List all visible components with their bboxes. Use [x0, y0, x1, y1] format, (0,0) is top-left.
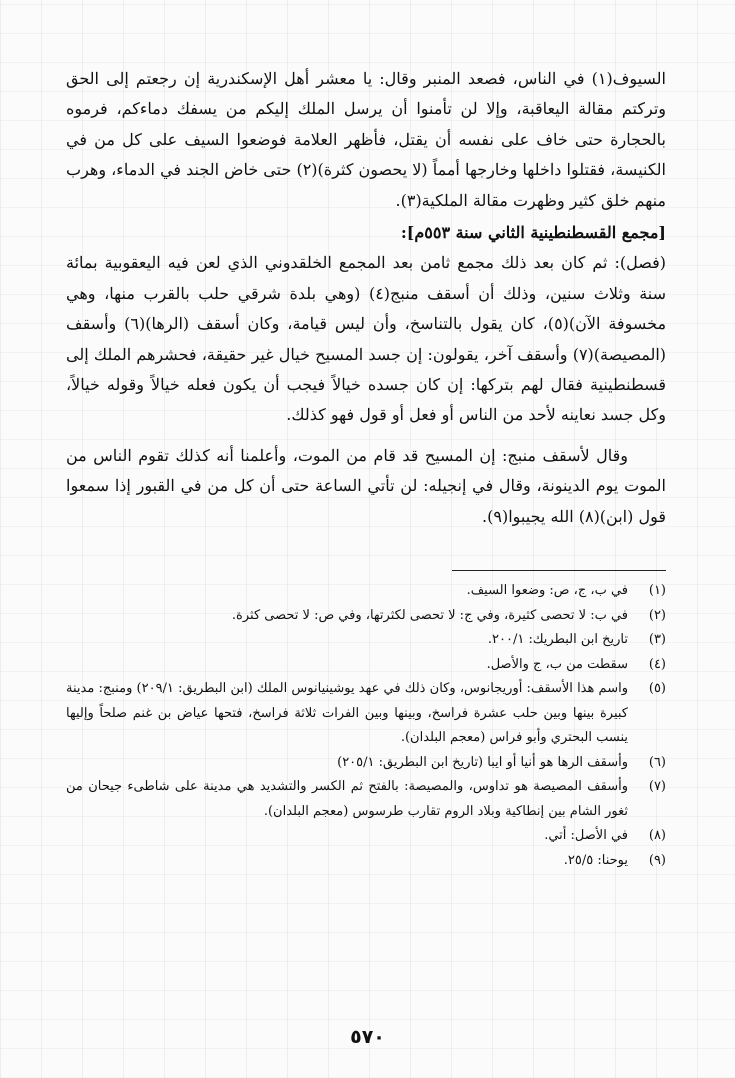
footnote: [66, 579, 666, 604]
footnote-number: (٤): [648, 656, 666, 672]
footnote: [66, 751, 666, 776]
footnote: [66, 653, 666, 678]
footnote-text: في ب، ج، ص: وضعوا السيف.: [466, 583, 628, 599]
footnote: [66, 677, 666, 751]
footnote-number: (١): [648, 583, 666, 599]
footnote: [66, 775, 666, 824]
footnote-text: في الأصل: أتي.: [544, 828, 628, 844]
footnote-text: سقطت من ب، ج والأصل.: [486, 656, 628, 672]
footnote-text: يوحنا: ٢٥/٥.: [563, 852, 628, 868]
footnote-number: (٢): [648, 607, 666, 623]
paragraph-3: وقال لأسقف منبج: إن المسيح قد قام من الموت، وأعلمنا أنه كذلك تقوم الناس من الموت يوم الدينونة، وقال في إنجيله: لن تأتي الساعة حتى أن كل من في القبور إذا سمعوا قول (ابن)(٨) الله يجيبوا(٩).: [66, 445, 666, 526]
footnote-text: وأسقف الرها هو أنيا أو ايبا (تاريخ ابن البطريق: ٢٠٥/١): [337, 754, 628, 770]
paragraph-1: السيوف(١) في الناس، فصعد المنبر وقال: يا معشر أهل الإسكندرية إن رجعتم إلى الحق وتركتم مقالة اليعاقبة، وإلا لن تأمنوا أن يرسل الملك إليكم من يسفك دماءكم، فرموه بالحجارة حتى خاف على نفسه أن يقتل، فأظهر العلامة فوضعوا السيف على كل من في الكنيسة، فقتلوا داخلها وخارجها أمماً (لا يحصون كثرة)(٢) حتى خاض الجند في الدماء، وهرب منهم خلق كثير وظهرت مقالة الملكية(٣).: [66, 69, 667, 210]
footnote: [66, 824, 666, 849]
footnote-separator: [452, 570, 666, 571]
main-text: [66, 64, 666, 532]
paragraph-2: (فصل): ثم كان بعد ذلك مجمع ثامن بعد المجمع الخلقدوني الذي لعن فيه اليعقوبية بمائة سنة وثلاث سنين، وذلك أن أسقف منبج(٤) (وهي بلدة شرقي حلب بالقرب منها، وهي مخسوفة الآن)(٥)، كان يقول بالتناسخ، وأن ليس قيامة، وكان أسقف (الرها)(٦) وأسقف (المصيصة)(٧) وأسقف آخر، يقولون: إن جسد المسيح خيال غير حقيقة، فحشرهم الملك إلى قسطنطينية فقال لهم بتركها: إن كان جسده خيالاً فيجب أن يكون فعله خيالاً وقوله خيالاً، وكل جسد نعاينه لأحد من الناس أو فعل أو قول فهو كذلك.: [66, 253, 667, 425]
footnote-number: (٣): [648, 632, 666, 648]
footnote-text: وأسقف المصيصة هو تداوس، والمصيصة: بالفتح ثم الكسر والتشديد هي مدينة على شاطىء جيحان من ثغور الشام بين إنطاكية وبلاد الروم تقارب طرسوس (معجم البلدان).: [66, 779, 628, 819]
footnote-number: (٦): [648, 754, 666, 770]
footnote: [66, 628, 666, 653]
footnote-number: (٨): [648, 828, 666, 844]
section-heading: [مجمع القسطنطينية الثاني سنة ٥٥٣م]:: [400, 223, 666, 243]
page-body: [66, 64, 666, 873]
page-number: ٥٧٠: [350, 1026, 385, 1048]
footnote-number: (٥): [648, 681, 666, 697]
footnote: [66, 604, 666, 629]
footnote-number: (٩): [648, 852, 666, 868]
footnote-text: واسم هذا الأسقف: أوريجانوس، وكان ذلك في عهد يوشينيانوس الملك (ابن البطريق: ٢٠٩/١) ومنبج: مدينة كبيرة بينها وبين حلب عشرة فراسخ، وبينها وبين الفرات ثلاثة فراسخ، فتحها عياض بن غنم صلحاً وإليها ينسب البحتري وأبو فراس (معجم البلدان).: [66, 681, 628, 746]
footnote-number: (٧): [648, 779, 666, 795]
footnote: [66, 849, 666, 874]
footnotes: [66, 579, 666, 873]
footnote-text: تاريخ ابن البطريك: ٢٠٠/١.: [487, 632, 628, 648]
footnote-text: في ب: لا تحصى كثيرة، وفي ج: لا تحصى لكثرتها، وفي ص: لا تحصى كثرة.: [231, 607, 628, 623]
